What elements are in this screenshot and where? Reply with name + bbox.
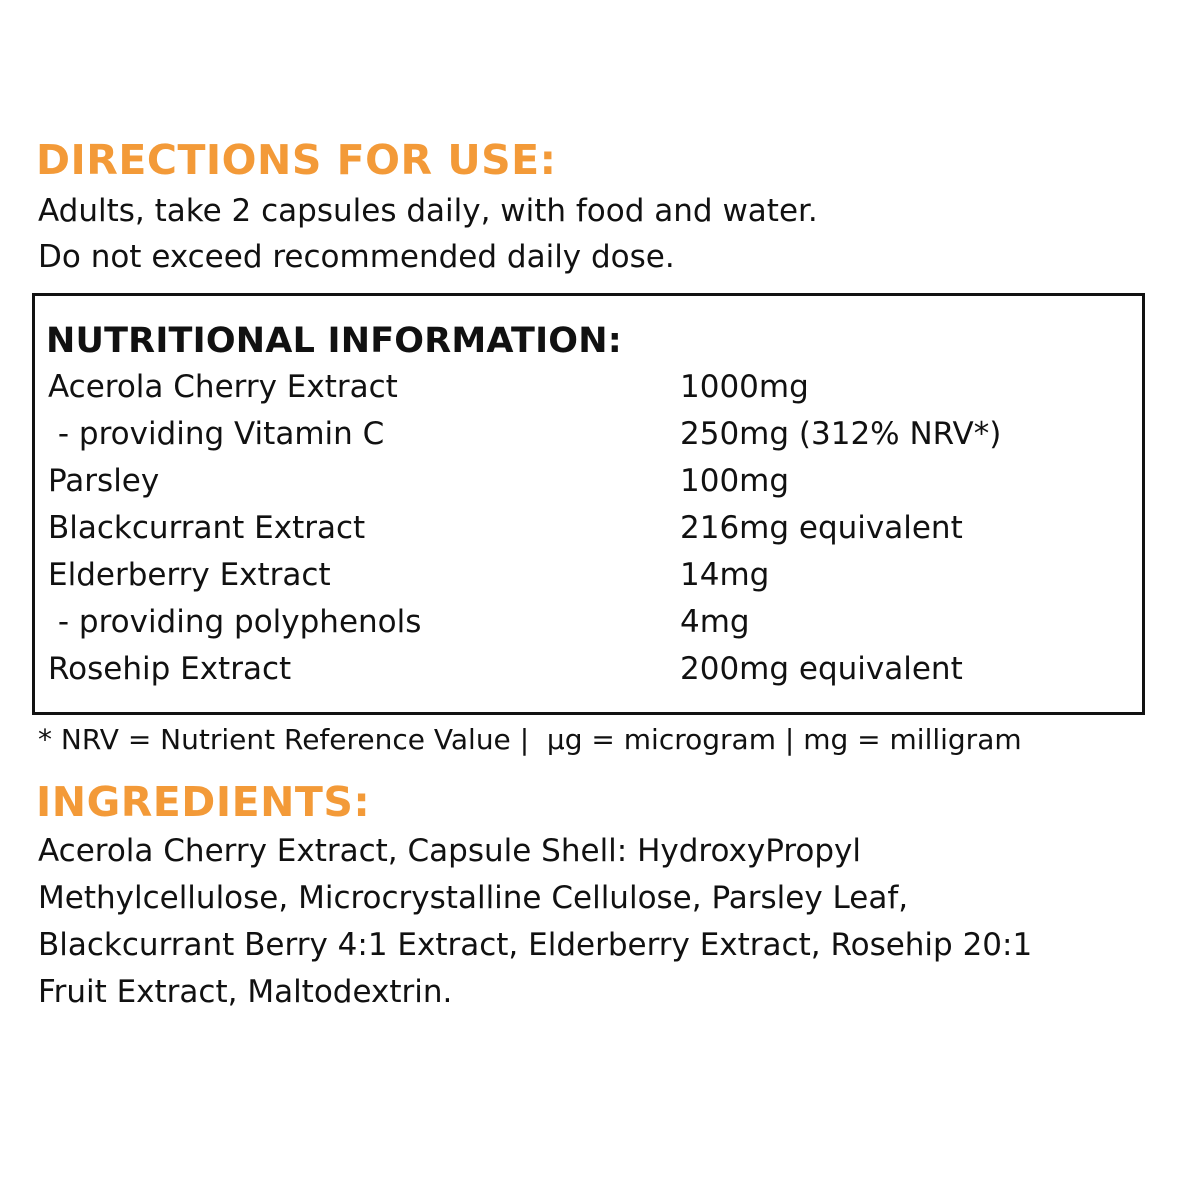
ingredients-line: Blackcurrant Berry 4:1 Extract, Elderberry Extract, Rosehip 20:1 [38, 927, 1033, 963]
directions-heading: DIRECTIONS FOR USE: [36, 136, 557, 184]
nutrition-row [48, 364, 1128, 411]
nutrient-name: Parsley [48, 463, 160, 499]
ingredients-line: Methylcellulose, Microcrystalline Cellulose, Parsley Leaf, [38, 880, 909, 916]
nutrient-value: 4mg [680, 604, 750, 640]
directions-line: Do not exceed recommended daily dose. [38, 239, 675, 275]
directions-text [38, 188, 818, 280]
nutrient-value: 1000mg [680, 369, 809, 405]
nutrient-name: - providing polyphenols [48, 604, 422, 640]
nutrient-value: 250mg (312% NRV*) [680, 416, 1002, 452]
nutrient-value: 14mg [680, 557, 770, 593]
nutrition-row [48, 505, 1128, 552]
ingredients-text [38, 828, 1168, 1016]
nutrition-row [48, 552, 1128, 599]
nutrient-name: Acerola Cherry Extract [48, 369, 398, 405]
nutrient-name: Elderberry Extract [48, 557, 331, 593]
nutrition-row [48, 646, 1128, 693]
nutrition-row [48, 458, 1128, 505]
nutrition-panel [32, 293, 1145, 715]
nutrient-name: - providing Vitamin C [48, 416, 385, 452]
nutrient-name: Blackcurrant Extract [48, 510, 366, 546]
directions-line: Adults, take 2 capsules daily, with food and water. [38, 193, 818, 229]
nutrient-value: 216mg equivalent [680, 510, 963, 546]
ingredients-line: Fruit Extract, Maltodextrin. [38, 974, 453, 1010]
ingredients-line: Acerola Cherry Extract, Capsule Shell: HydroxyPropyl [38, 833, 862, 869]
nutrient-value: 200mg equivalent [680, 651, 963, 687]
nutrition-table [48, 364, 1128, 693]
nutrient-name: Rosehip Extract [48, 651, 292, 687]
nutrition-row [48, 411, 1128, 458]
nutrition-title: NUTRITIONAL INFORMATION: [46, 321, 622, 361]
nrv-footnote: * NRV = Nutrient Reference Value | µg = microgram | mg = milligram [38, 723, 1022, 756]
nutrient-value: 100mg [680, 463, 790, 499]
nutrition-row [48, 599, 1128, 646]
ingredients-heading: INGREDIENTS: [36, 778, 371, 826]
